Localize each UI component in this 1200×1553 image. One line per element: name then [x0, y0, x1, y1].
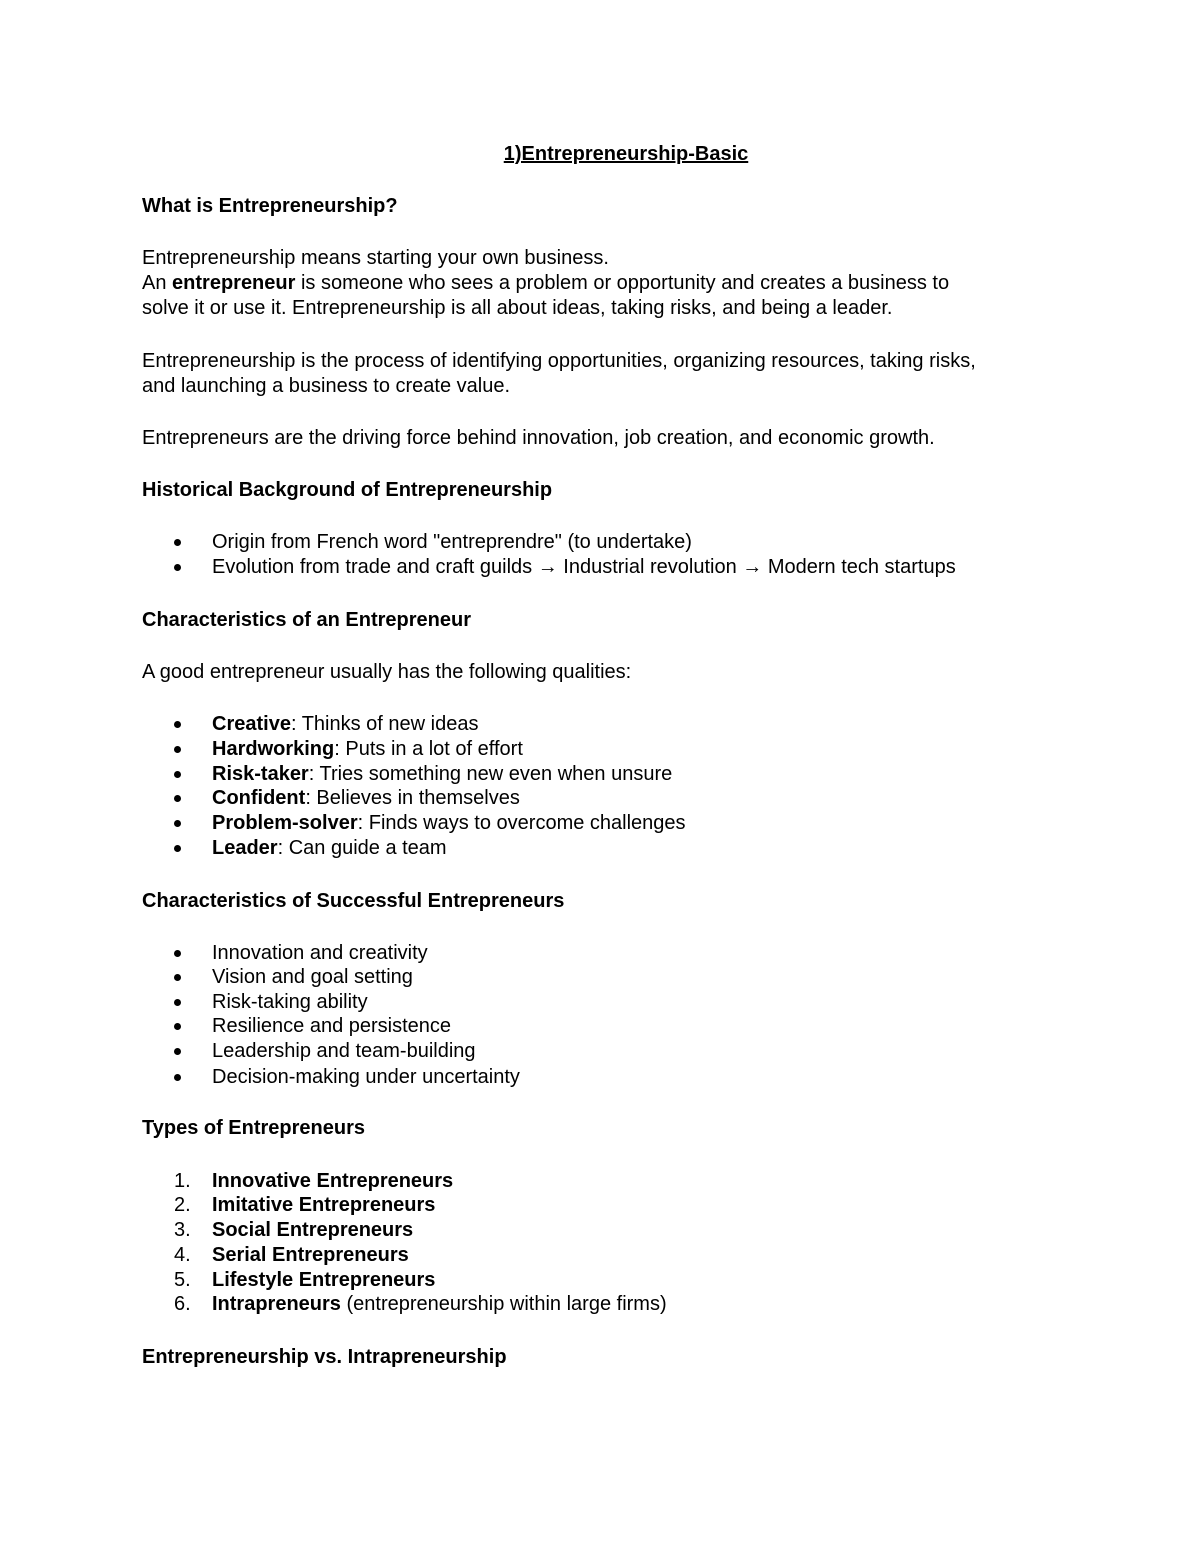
intro-heading: What is Entrepreneurship?	[142, 195, 398, 217]
list-number: 6.	[174, 1293, 191, 1315]
driving-force-paragraph: Entrepreneurs are the driving force behind innovation, job creation, and economic growth.	[142, 427, 935, 449]
list-item-text	[212, 1268, 435, 1293]
document-title: 1)Entrepreneurship-Basic	[503, 143, 749, 165]
quality-description: : Finds ways to overcome challenges	[357, 812, 686, 834]
list-item-text	[212, 737, 523, 762]
list-number: 2.	[174, 1194, 191, 1216]
bullet-icon	[174, 950, 181, 957]
history-heading: Historical Background of Entrepreneurship	[142, 479, 553, 501]
type-description: (entrepreneurship within large firms)	[340, 1293, 667, 1315]
intro-line-3: solve it or use it. Entrepreneurship is all about ideas, taking risks, and being a leader.	[142, 297, 893, 319]
type-term: Intrapreneurs	[212, 1293, 341, 1315]
list-item-text: Vision and goal setting	[212, 966, 413, 988]
intro-line-2-rest: is someone who sees a problem or opportunity and creates a business to	[295, 272, 950, 294]
type-term: Social Entrepreneurs	[212, 1219, 414, 1241]
successful-heading: Characteristics of Successful Entrepreneurs	[142, 890, 565, 912]
process-line-1: Entrepreneurship is the process of identifying opportunities, organizing resources, taking risks,	[142, 350, 976, 372]
intro-line-2	[142, 271, 949, 296]
list-item-text	[212, 1292, 667, 1317]
intro-line-2-prefix: An	[142, 272, 173, 294]
list-number: 4.	[174, 1244, 191, 1266]
bullet-icon	[174, 1074, 181, 1081]
type-term: Imitative Entrepreneurs	[212, 1194, 436, 1216]
list-item-text: Leadership and team-building	[212, 1040, 476, 1062]
bullet-icon	[174, 771, 181, 778]
bullet-icon	[174, 539, 181, 546]
list-item-text: Innovation and creativity	[212, 942, 428, 964]
bullet-icon	[174, 746, 181, 753]
quality-description: : Can guide a team	[277, 837, 447, 859]
list-item-text	[212, 1193, 435, 1218]
quality-term: Confident	[212, 787, 306, 809]
bullet-icon	[174, 999, 181, 1006]
list-item-text	[212, 1218, 413, 1243]
quality-description: : Tries something new even when unsure	[308, 763, 673, 785]
bullet-icon	[174, 1023, 181, 1030]
types-heading: Types of Entrepreneurs	[142, 1117, 366, 1139]
list-item-text: Origin from French word "entreprendre" (to undertake)	[212, 531, 692, 553]
intro-line-1: Entrepreneurship means starting your own business.	[142, 247, 609, 269]
list-item-text	[212, 712, 478, 737]
type-term: Lifestyle Entrepreneurs	[212, 1269, 436, 1291]
bullet-icon	[174, 795, 181, 802]
quality-description: : Thinks of new ideas	[290, 713, 479, 735]
quality-description: : Believes in themselves	[305, 787, 520, 809]
bullet-icon	[174, 1048, 181, 1055]
list-item-text	[212, 836, 447, 861]
type-term: Serial Entrepreneurs	[212, 1244, 409, 1266]
quality-term: Leader	[212, 837, 278, 859]
characteristics-heading: Characteristics of an Entrepreneur	[142, 609, 471, 631]
list-item-text	[212, 1169, 453, 1194]
process-line-2: and launching a business to create value.	[142, 375, 511, 397]
bullet-icon	[174, 721, 181, 728]
list-item-text	[212, 786, 520, 811]
list-item-text: Decision-making under uncertainty	[212, 1066, 520, 1088]
type-term: Innovative Entrepreneurs	[212, 1170, 454, 1192]
list-item-text: Resilience and persistence	[212, 1015, 452, 1037]
quality-term: Hardworking	[212, 738, 335, 760]
quality-term: Risk-taker	[212, 763, 309, 785]
list-item-text: Evolution from trade and craft guilds → Industrial revolution → Modern tech startups	[212, 556, 956, 578]
list-number: 1.	[174, 1170, 191, 1192]
quality-term: Problem-solver	[212, 812, 358, 834]
quality-term: Creative	[212, 713, 291, 735]
list-number: 5.	[174, 1269, 191, 1291]
bullet-icon	[174, 974, 181, 981]
vs-heading: Entrepreneurship vs. Intrapreneurship	[142, 1346, 507, 1368]
quality-description: : Puts in a lot of effort	[334, 738, 523, 760]
characteristics-intro: A good entrepreneur usually has the following qualities:	[142, 661, 632, 683]
entrepreneur-term: entrepreneur	[172, 272, 296, 294]
bullet-icon	[174, 845, 181, 852]
list-item-text: Risk-taking ability	[212, 991, 368, 1013]
list-item-text	[212, 811, 686, 836]
bullet-icon	[174, 820, 181, 827]
list-item-text	[212, 1243, 409, 1268]
bullet-icon	[174, 564, 181, 571]
list-item-text	[212, 762, 672, 787]
list-number: 3.	[174, 1219, 191, 1241]
